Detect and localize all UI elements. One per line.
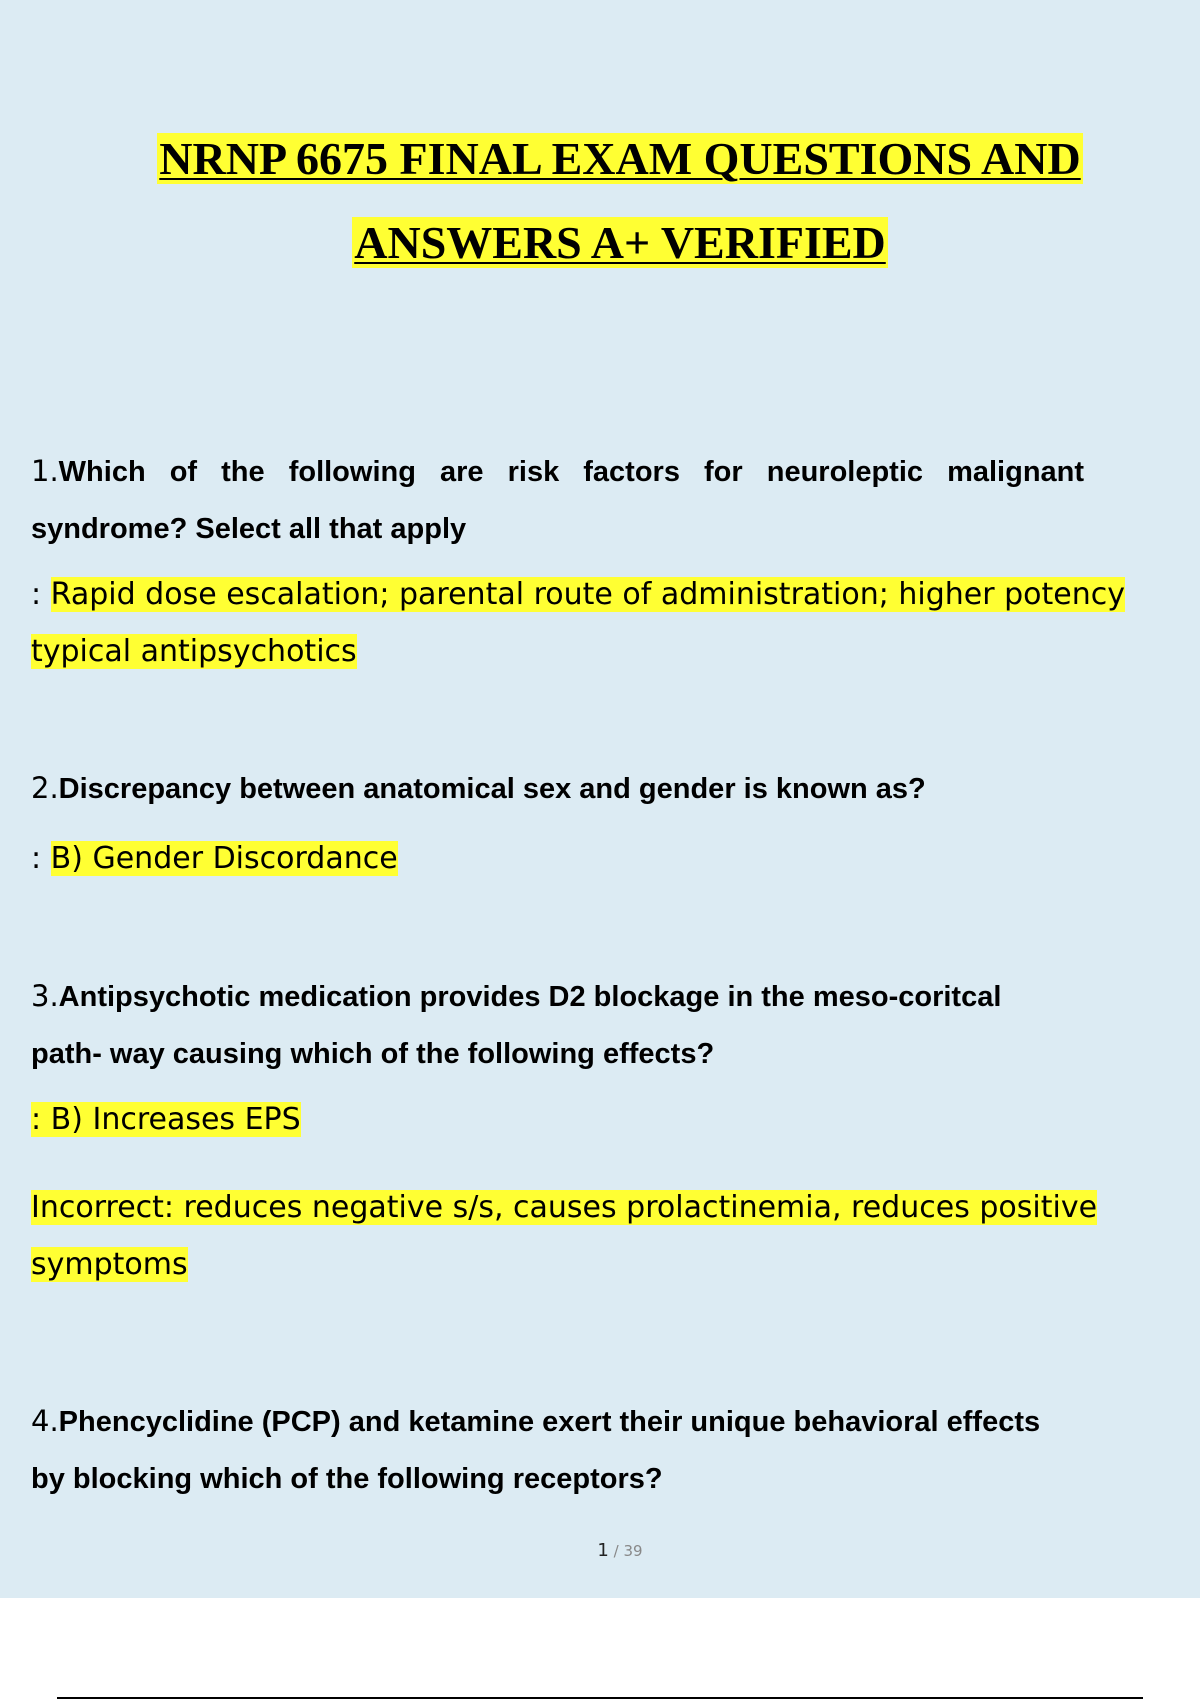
question-text: by blocking which of the following receptors?: [31, 1463, 663, 1495]
answer-3-note: [31, 1179, 1097, 1236]
question-4-continued: [31, 1450, 1200, 1508]
answer-3-note-continued: [31, 1236, 188, 1293]
answer-1: [31, 566, 1125, 623]
question-number: 1.: [31, 454, 59, 488]
question-number: 3.: [31, 979, 59, 1013]
question-3-continued: [31, 1025, 1200, 1083]
answer-1-continued: [31, 623, 357, 680]
question-1-continued: [31, 500, 1200, 558]
answer-3: [31, 1091, 301, 1148]
document-title-text-1: NRNP 6675 FINAL EXAM QUESTIONS AND: [159, 133, 1081, 184]
question-number: 2.: [31, 771, 59, 805]
question-3: [31, 968, 1200, 1026]
document-title-text-2: ANSWERS A+ VERIFIED: [354, 217, 886, 268]
answer-2: [31, 830, 398, 887]
document-title-line-2: [0, 217, 1200, 268]
question-text: Phencyclidine (PCP) and ketamine exert their unique behavioral effects: [58, 1406, 1041, 1438]
answer-prefix: :: [31, 577, 51, 612]
document-title-line-1: [0, 133, 1200, 184]
question-text: Discrepancy between anatomical sex and gender is known as?: [58, 773, 926, 805]
answer-prefix: :: [31, 841, 51, 876]
answer-text: typical antipsychotics: [31, 634, 357, 669]
answer-text: : B) Increases EPS: [31, 1102, 301, 1137]
question-text: Which of the following are risk factors for neuroleptic malignant: [58, 456, 1085, 488]
question-2: [31, 760, 1200, 818]
horizontal-rule: [57, 1697, 1143, 1699]
question-text: Antipsychotic medication provides D2 blockage in the meso-coritcal: [58, 981, 1002, 1013]
question-1: [31, 443, 1200, 501]
question-number: 4.: [31, 1404, 59, 1438]
page-total: / 39: [608, 1542, 643, 1560]
answer-text: B) Gender Discordance: [50, 841, 398, 876]
answer-text: Rapid dose escalation; parental route of administration; higher potency: [50, 577, 1126, 612]
page-current: 1: [597, 1540, 609, 1561]
next-document-page: [0, 1598, 1200, 1700]
question-text: path- way causing which of the following effects?: [31, 1038, 715, 1070]
answer-note-text: symptoms: [31, 1247, 188, 1282]
question-4: [31, 1393, 1200, 1451]
question-text: syndrome? Select all that apply: [31, 513, 467, 545]
page-indicator: [0, 1540, 1200, 1561]
answer-note-text: Incorrect: reduces negative s/s, causes prolactinemia, reduces positive: [31, 1190, 1098, 1225]
